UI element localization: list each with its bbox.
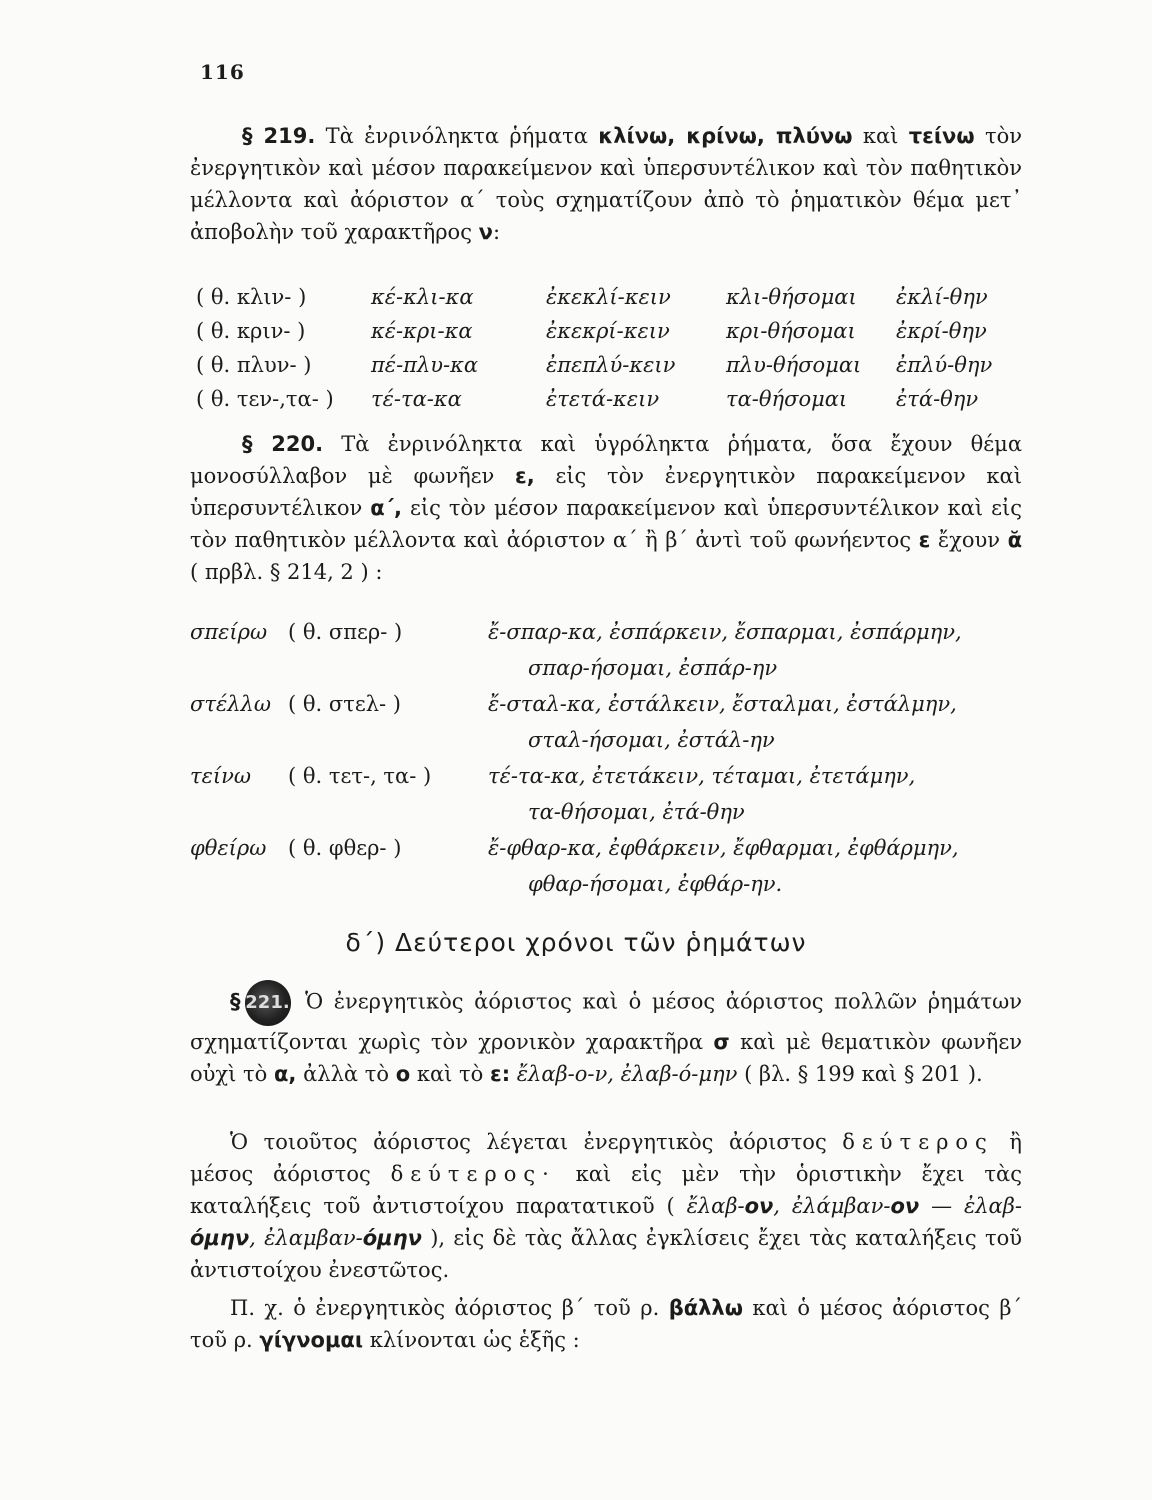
page-number: 116 (200, 60, 245, 84)
table-row: στέλλω ( θ. στελ- ) ἔ-σταλ-κα, ἐστάλκειν, ἔσταλμαι, ἐστάλμην, σταλ-ήσομαι, ἐστάλ-ην (190, 692, 957, 752)
table-row: φθείρω ( θ. φθερ- ) ἔ-φθαρ-κα, ἐφθάρκειν, ἔφθαρμαι, ἐφθάρμην, φθαρ-ήσομαι, ἐφθάρ-ην. (190, 836, 959, 896)
example-paragraph: Π. χ. ὁ ἐνεργητικὸς ἀόριστος β΄ τοῦ ρ. βάλλω καὶ ὁ μέσος ἀόριστος β΄ τοῦ ρ. γίγνομαι κλίνονται ὡς ἑξῆς : (190, 1296, 1022, 1352)
ink-stamp-section-number: 221. (245, 980, 291, 1026)
table-row: τείνω ( θ. τετ-, τα- ) τέ-τα-κα, ἐτετάκειν, τέταμαι, ἐτετάμην, τα-θήσομαι, ἐτά-θην (190, 764, 916, 824)
spaced-term: δεύτερος· (390, 1162, 556, 1186)
second-aorist-paragraph: Ὁ τοιοῦτος ἀόριστος λέγεται ἐνεργητικὸς ἀόριστος δεύτερος ἢ μέσος ἀόριστος δεύτερος· καὶ εἰς μὲν τὴν ὁριστικὴν ἔχει τὰς καταλήξεις τοῦ ἀντιστοίχου παρατατικοῦ ( ἔλαβ-ον, ἐλάμβαν-ον — ἐλαβ-όμην, ἐλαμβαν-όμην ), εἰς δὲ τὰς ἄλλας ἐγκλίσεις ἔχει τὰς καταλήξεις τοῦ ἀντιστοίχου ἐνεστῶτος. (190, 1130, 1022, 1282)
section-221-paragraph: § 221. Ὁ ἐνεργητικὸς ἀόριστος καὶ ὁ μέσος ἀόριστος πολλῶν ῥημάτων σχηματίζονται χωρὶς τὸν χρονικὸν χαρακτῆρα σ καὶ μὲ θεματικὸν φωνῆεν οὐχὶ τὸ α, ἀλλὰ τὸ ο καὶ τὸ ε: ἔλαβ-ο-ν, ἐλαβ-ό-μην ( βλ. § 199 καὶ § 201 ). (190, 980, 1022, 1090)
section-number: § 220. (242, 432, 324, 456)
section-220-paragraph: § 220. Τὰ ἐνρινόληκτα καὶ ὑγρόληκτα ῥήματα, ὅσα ἔχουν θέμα μονοσύλλαβον μὲ φωνῆεν ε, εἰς τὸν ἐνεργητικὸν παρακείμενον καὶ ὑπερσυντέλικον α΄, εἰς τὸν μέσον παρακείμενον καὶ ὑπερσυντέλικον καὶ εἰς τὸν παθητικὸν μέλλοντα καὶ ἀόριστον α΄ ἢ β΄ ἀντὶ τοῦ φωνήεντος ε ἔχουν ᾰ ( πρβλ. § 214, 2 ) : (190, 432, 1022, 584)
section-heading: δ΄) Δεύτεροι χρόνοι τῶν ῥημάτων (345, 928, 807, 957)
table-row: ( θ. κριν- ) κέ-κρι-κα ἐκεκρί-κειν κρι-θήσομαι ἐκρί-θην (196, 319, 987, 343)
table-row: ( θ. πλυν- ) πέ-πλυ-κα ἐπεπλύ-κειν πλυ-θήσομαι ἐπλύ-θην (196, 353, 993, 377)
table-row: ( θ. κλιν- ) κέ-κλι-κα ἐκεκλί-κειν κλι-θήσομαι ἐκλί-θην (196, 285, 988, 309)
verb-forms-table-220 (190, 614, 1022, 902)
section-219-paragraph: § 219. Τὰ ἐνρινόληκτα ῥήματα κλίνω, κρίνω, πλύνω καὶ τείνω τὸν ἐνεργητικὸν καὶ μέσον παρακείμενον καὶ ὑπερσυντέλικον καὶ τὸν παθητικὸν μέλλοντα καὶ ἀόριστον α΄ τοὺς σχηματίζουν ἀπὸ τὸ ῥηματικὸν θέμα μετ᾽ ἀποβολὴν τοῦ χαρακτῆρος ν: (190, 124, 1022, 244)
spaced-term: δεύτερος (842, 1130, 994, 1154)
table-row: σπείρω ( θ. σπερ- ) ἔ-σπαρ-κα, ἐσπάρκειν, ἔσπαρμαι, ἐσπάρμην, σπαρ-ήσομαι, ἐσπάρ-ην (190, 620, 962, 680)
table-row: ( θ. τεν-,τα- ) τέ-τα-κα ἐτετά-κειν τα-θήσομαι ἐτά-θην (196, 387, 979, 411)
conjugation-table-219 (196, 280, 996, 416)
section-number: § 219. (242, 124, 316, 148)
